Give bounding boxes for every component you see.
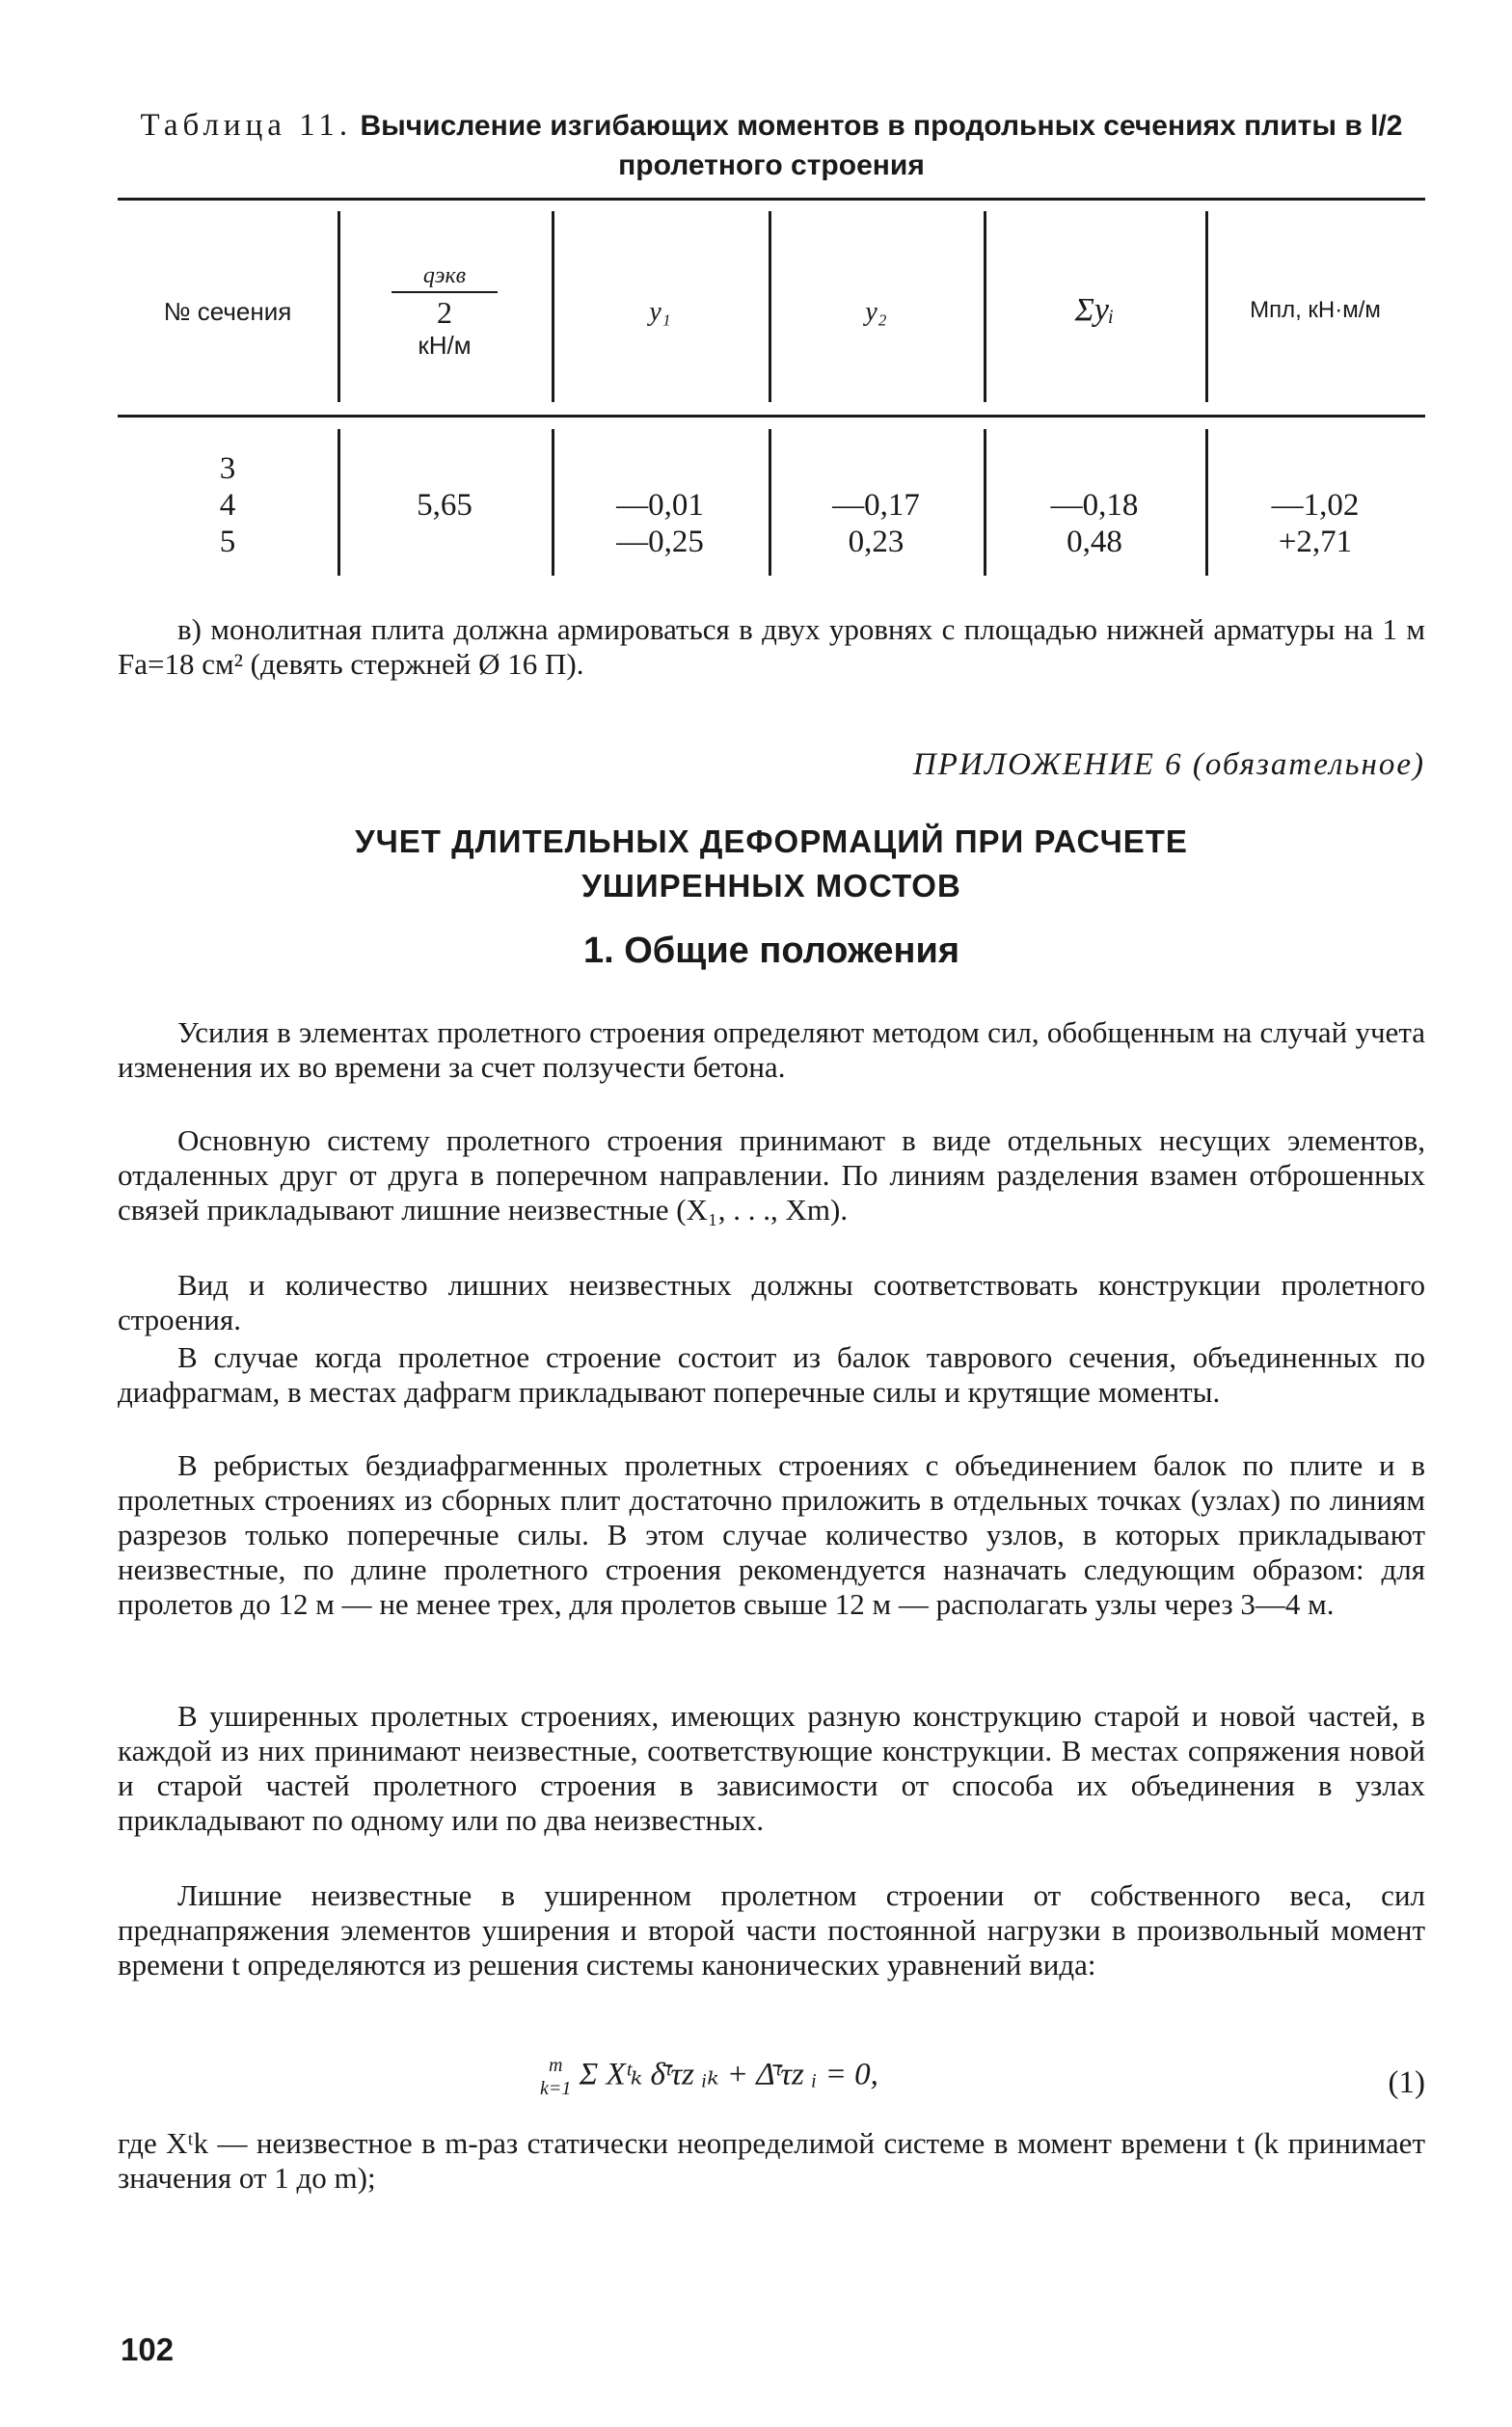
reinforcement-note: в) монолитная плита должна армироваться в двух уровнях с площадью нижней арматуры на 1 м Fa=18 см² (девять стержней Ø 16 П).	[118, 612, 1425, 681]
canonical-equation	[540, 2054, 878, 2100]
sum-values	[984, 487, 1205, 560]
header-q-fraction	[338, 263, 552, 361]
section-row: 5	[219, 525, 236, 559]
equation-body: Σ Xᵗₖ δ̄ᵗτz ᵢₖ + Δ̄ᵗτz ᵢ = 0,	[579, 2057, 878, 2092]
paragraph: Вид и количество лишних неизвестных должны соответствовать конструкции пролетного строения.	[118, 1268, 1425, 1336]
y1-row: —0,01	[616, 488, 704, 523]
paragraph: В ребристых бездиафрагменных пролетных строениях с объединением балок по плите и в пролетных строениях из сборных плит достаточно приложить в отдельных точках (узлах) по линиям разрезов только поперечные силы. В этом случае количество узлов, в которых прикладывают неизвестные, по длине пролетного строения рекомендуется назначать следующим образом: для пролетов до 12 м — не менее трех, для пролетов свыше 12 м — располагать узлы через 3—4 м.	[118, 1448, 1425, 1621]
paragraph: Лишние неизвестные в уширенном пролетном строении от собственного веса, сил преднапряжения элементов уширения и второй части постоянной нагрузки в произвольный момент времени t определяются из решения системы канонических уравнений вида:	[118, 1878, 1425, 1982]
table-header-rule	[118, 415, 1425, 418]
header-q-numerator: qэкв	[422, 263, 467, 288]
header-sum: Σyᵢ	[1074, 292, 1115, 328]
sum-upper-limit: m	[548, 2055, 563, 2076]
header-y1: y₁	[649, 297, 671, 327]
paragraph: В уширенных пролетных строениях, имеющих разную конструкцию старой и новой частей, в каждой из них принимают неизвестные, соответствующие конструкции. В местах сопряжения новой и старой частей пролетного строения в зависимости от способа их объединения в узлах прикладывают по одному или по два неизвестных.	[118, 1699, 1425, 1837]
y2-row: 0,23	[848, 525, 904, 559]
equation-number: (1)	[1388, 2065, 1425, 2100]
y1-values	[552, 487, 769, 560]
section-heading: 1. Общие положения	[582, 930, 960, 971]
table-caption-label: Таблица 11.	[140, 108, 353, 143]
y1-row: —0,25	[616, 525, 704, 559]
y2-row: —0,17	[832, 488, 920, 523]
table-top-rule	[118, 198, 1425, 201]
q-value: 5,65	[417, 488, 472, 523]
moments-table	[118, 198, 1425, 588]
moment-row: —1,02	[1271, 488, 1360, 523]
paragraph: Основную систему пролетного строения принимают в виде отдельных несущих элементов, отдаленных друг от друга в поперечном направлении. По линиям разделения взамен отброшенных связей прикладывают лишние неизвестные (X₁, . . ., Xm).	[118, 1123, 1425, 1227]
section-row: 3	[219, 451, 236, 486]
paragraph: Усилия в элементах пролетного строения определяют методом сил, обобщенным на случай учета изменения их во времени за счет ползучести бетона.	[118, 1015, 1425, 1084]
where-clause: где Xᵗk — неизвестное в m-раз статически неопределимой системе в момент времени t (k принимает значения от 1 до m);	[118, 2126, 1425, 2195]
header-y2: y₂	[865, 297, 887, 327]
moment-row: +2,71	[1278, 525, 1353, 559]
section-numbers	[118, 450, 338, 560]
sum-row: —0,18	[1050, 488, 1139, 523]
page-number: 102	[121, 2332, 175, 2367]
fraction-bar	[392, 291, 498, 293]
header-moment: Mпл, кН·м/м	[1250, 297, 1381, 323]
moment-values	[1205, 487, 1425, 560]
title-line: УШИРЕННЫХ МОСТОВ	[581, 868, 961, 903]
paragraph: В случае когда пролетное строение состоит из балок таврового сечения, объединенных по диафрагмам, в местах дафрагм прикладывают поперечные силы и крутящие моменты.	[118, 1340, 1425, 1409]
header-section: № сечения	[163, 297, 292, 326]
section-row: 4	[219, 488, 236, 523]
y2-values	[769, 487, 984, 560]
table-caption-text: Вычисление изгибающих моментов в продольных сечениях плиты в l/2 пролетного строения	[360, 110, 1403, 181]
appendix-title	[118, 820, 1425, 908]
appendix-label: ПРИЛОЖЕНИЕ 6 (обязательное)	[912, 747, 1425, 782]
table-caption	[125, 106, 1418, 185]
header-q-unit: кН/м	[418, 331, 472, 360]
sum-lower-limit: k=1	[540, 2078, 572, 2099]
sum-row: 0,48	[1066, 525, 1122, 559]
title-line: УЧЕТ ДЛИТЕЛЬНЫХ ДЕФОРМАЦИЙ ПРИ РАСЧЕТЕ	[355, 823, 1188, 859]
sum-operator	[540, 2054, 571, 2100]
header-q-denominator: 2	[437, 295, 452, 330]
